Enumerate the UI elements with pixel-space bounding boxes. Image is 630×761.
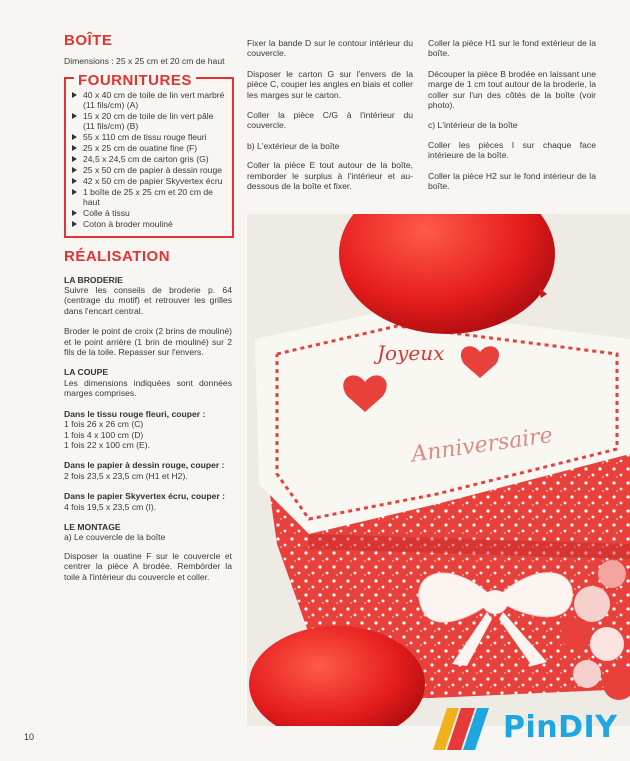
interieur-subheading: c) L'intérieur de la boîte: [428, 120, 518, 131]
coupe-heading: LA COUPE: [64, 367, 109, 378]
pindiy-logo: [425, 700, 630, 755]
logo-text: PinDIY: [503, 710, 618, 745]
list-item: 42 x 50 cm de papier Skyvertex écru: [72, 176, 226, 186]
list-item: 25 x 25 cm de ouatine fine (F): [72, 143, 226, 153]
broderie-p1: Suivre les conseils de broderie p. 64 (centrage du motif) et retrouver les grilles dans l'encart central.: [64, 285, 232, 316]
logo-mark-icon: [425, 700, 500, 755]
middle-column: [247, 38, 413, 201]
list-item: 15 x 20 cm de toile de lin vert pâle (11 fils/cm) (B): [72, 111, 226, 131]
lid-script-joyeux: Joyeux: [377, 341, 445, 365]
exterieur-subheading: b) L'extérieur de la boîte: [247, 140, 340, 151]
bullet-icon: [72, 167, 77, 173]
list-item: 25 x 50 cm de papier à dessin rouge: [72, 165, 226, 175]
papier-line: 2 fois 23,5 x 23,5 cm (H1 et H2).: [64, 470, 188, 481]
fournitures-box: [64, 71, 234, 238]
montage-subheading: a) Le couvercle de la boîte: [64, 532, 166, 543]
col2-p2: Disposer le carton G sur l'envers de la pièce C, couper les angles en biais et coller les marges sur le carton.: [247, 68, 413, 100]
fournitures-list: [72, 90, 226, 229]
bullet-icon: [72, 221, 77, 227]
fournitures-heading: FOURNITURES: [74, 76, 196, 86]
bullet-icon: [72, 156, 77, 162]
list-item: 55 x 110 cm de tissu rouge fleuri: [72, 132, 226, 142]
montage-heading: LE MONTAGE: [64, 521, 121, 532]
bullet-icon: [72, 92, 77, 98]
right-column: [428, 38, 596, 201]
montage-p1: Disposer la ouatine F sur le couvercle et centrer la pièce A brodée. Rembórder la toile à l'intérieur du couvercle et coller.: [64, 550, 232, 582]
boite-dimensions: Dimensions : 25 x 25 cm et 20 cm de haut: [64, 56, 225, 67]
list-item: 40 x 40 cm de toile de lin vert marbré (11 fils/cm) (A): [72, 90, 226, 110]
coupe-p1: Les dimensions indiquées sont données marges comprises.: [64, 377, 232, 399]
bullet-icon: [72, 178, 77, 184]
tissu-heading: Dans le tissu rouge fleuri, couper :: [64, 408, 206, 419]
tissu-line: 1 fois 26 x 26 cm (C): [64, 419, 144, 430]
col3-p3: Coller les pièces I sur chaque face intérieure de la boîte.: [428, 139, 596, 161]
bullet-icon: [72, 189, 77, 195]
lid-script-anniversaire: Anniversaire: [409, 423, 555, 468]
col2-p3: Coller la pièce C/G à l'intérieur du couvercle.: [247, 110, 413, 131]
col2-p4: Coller la pièce E tout autour de la boîte, remborder le surplus à l'intérieur et au-dessous de la boîte et fixer.: [247, 160, 413, 192]
bullet-icon: [72, 145, 77, 151]
col3-p1: Coller la pièce H1 sur le fond extérieur de la boîte.: [428, 38, 596, 59]
realisation-heading: RÉALISATION: [64, 248, 171, 266]
list-item: 1 boîte de 25 x 25 cm et 20 cm de haut: [72, 187, 226, 207]
bullet-icon: [72, 210, 77, 216]
tissu-line: 1 fois 4 x 100 cm (D): [64, 429, 144, 440]
list-item: 24,5 x 24,5 cm de carton gris (G): [72, 154, 226, 164]
broderie-heading: LA BRODERIE: [64, 274, 123, 285]
bullet-icon: [72, 113, 77, 119]
skyvertex-heading: Dans le papier Skyvertex écru, couper :: [64, 491, 225, 502]
papier-heading: Dans le papier à dessin rouge, couper :: [64, 460, 225, 471]
left-column: [64, 32, 232, 592]
box-photo: [247, 214, 630, 726]
tissu-line: 1 fois 22 x 100 cm (E).: [64, 439, 150, 450]
page-number: 10: [24, 732, 35, 742]
bullet-icon: [72, 134, 77, 140]
col3-p4: Coller la pièce H2 sur le fond intérieur de la boîte.: [428, 170, 596, 192]
list-item: Coton à broder mouliné: [72, 219, 226, 229]
list-item: Colle à tissu: [72, 208, 226, 218]
col2-p1: Fixer la bande D sur le contour intérieur du couvercle.: [247, 38, 413, 59]
boite-heading: BOÎTE: [64, 32, 113, 49]
broderie-p2: Broder le point de croix (2 brins de mouliné) et le point arrière (1 brin de mouliné) sur 2 fils de la toile. Repasser sur l'envers.: [64, 326, 232, 358]
skyvertex-line: 4 fois 19,5 x 23,5 cm (I).: [64, 501, 157, 512]
col3-p2: Découper la pièce B brodée en laissant une marge de 1 cm tout autour de la broderie, la coller sur l'un des côtés de la boîte (voir photo).: [428, 68, 596, 111]
